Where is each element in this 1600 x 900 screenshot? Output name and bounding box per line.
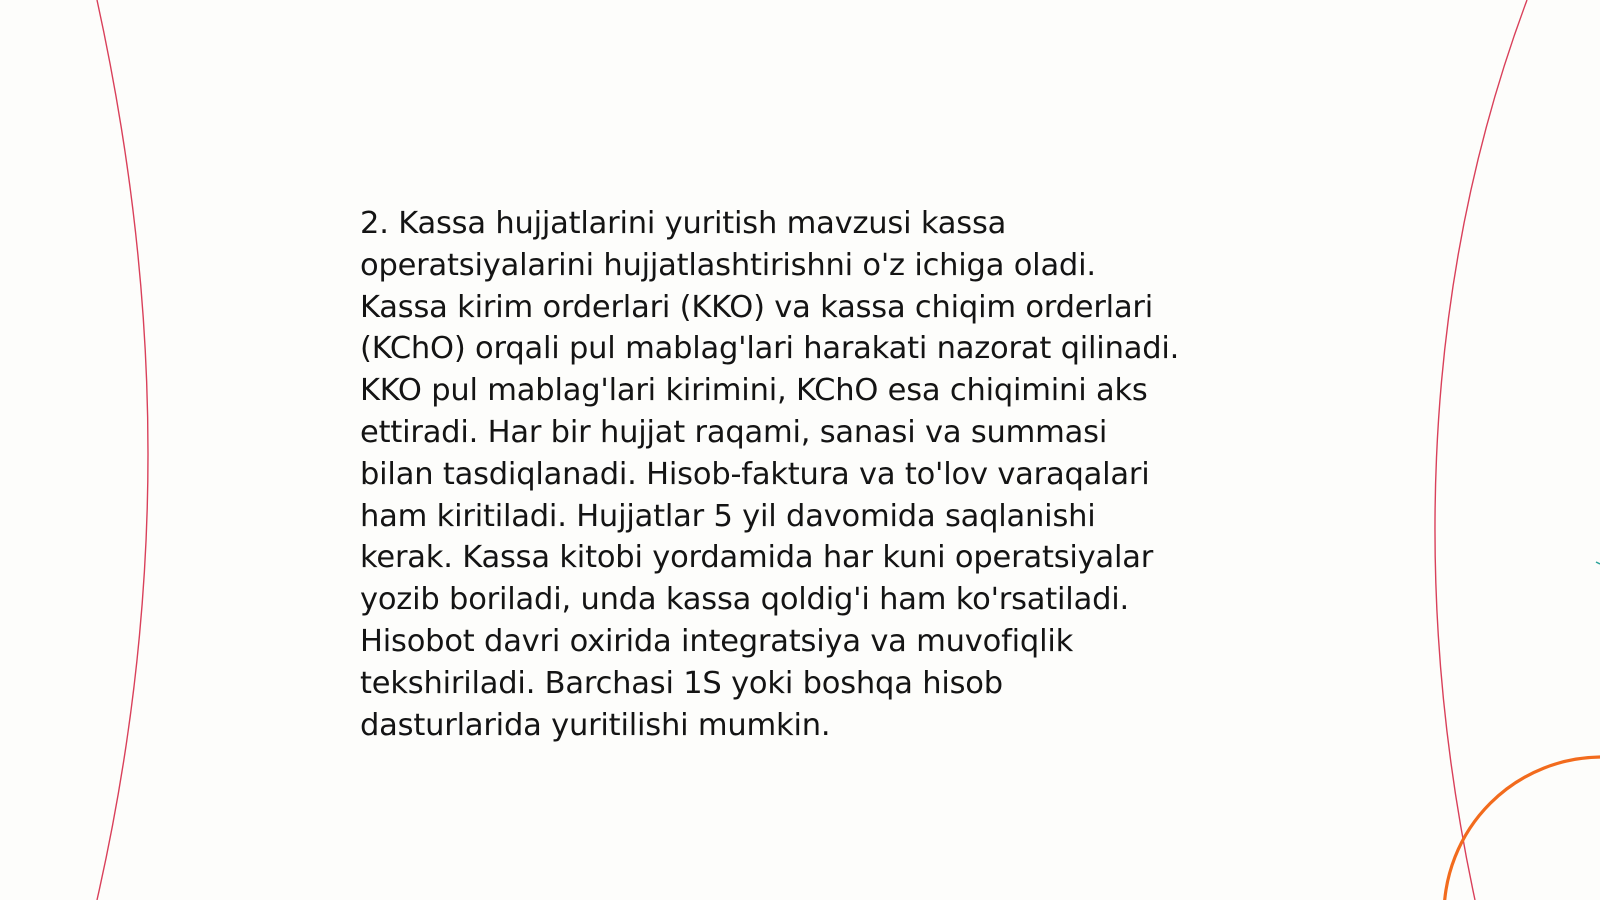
slide-body-text: 2. Kassa hujjatlarini yuritish mavzusi kassa operatsiyalarini hujjatlashtirishni o'z ichiga oladi. Kassa kirim orderlari (KKO) va kassa chiqim orderlari (KChO) orqali pul mablag'lari harakati nazorat qilinadi. KKO pul mablag'lari kirimini, KChO esa chiqimini aks ettiradi. Har bir hujjat raqami, sanasi va summasi bilan tasdiqlanadi. Hisob-faktura va to'lov varaqalari ham kiritiladi. Hujjatlar 5 yil davomida saqlanishi kerak. Kassa kitobi yordamida har kuni operatsiyalar yozib boriladi, unda kassa qoldig'i ham ko'rsatiladi. Hisobot davri oxirida integratsiya va muvofiqlik tekshiriladi. Barchasi 1S yoki boshqa hisob dasturlarida yuritilishi mumkin.: [360, 206, 1180, 743]
orange-arc: [1444, 757, 1600, 900]
left-curve-line: [97, 0, 148, 900]
teal-mark: [1596, 562, 1600, 564]
right-curve-line: [1435, 0, 1527, 900]
